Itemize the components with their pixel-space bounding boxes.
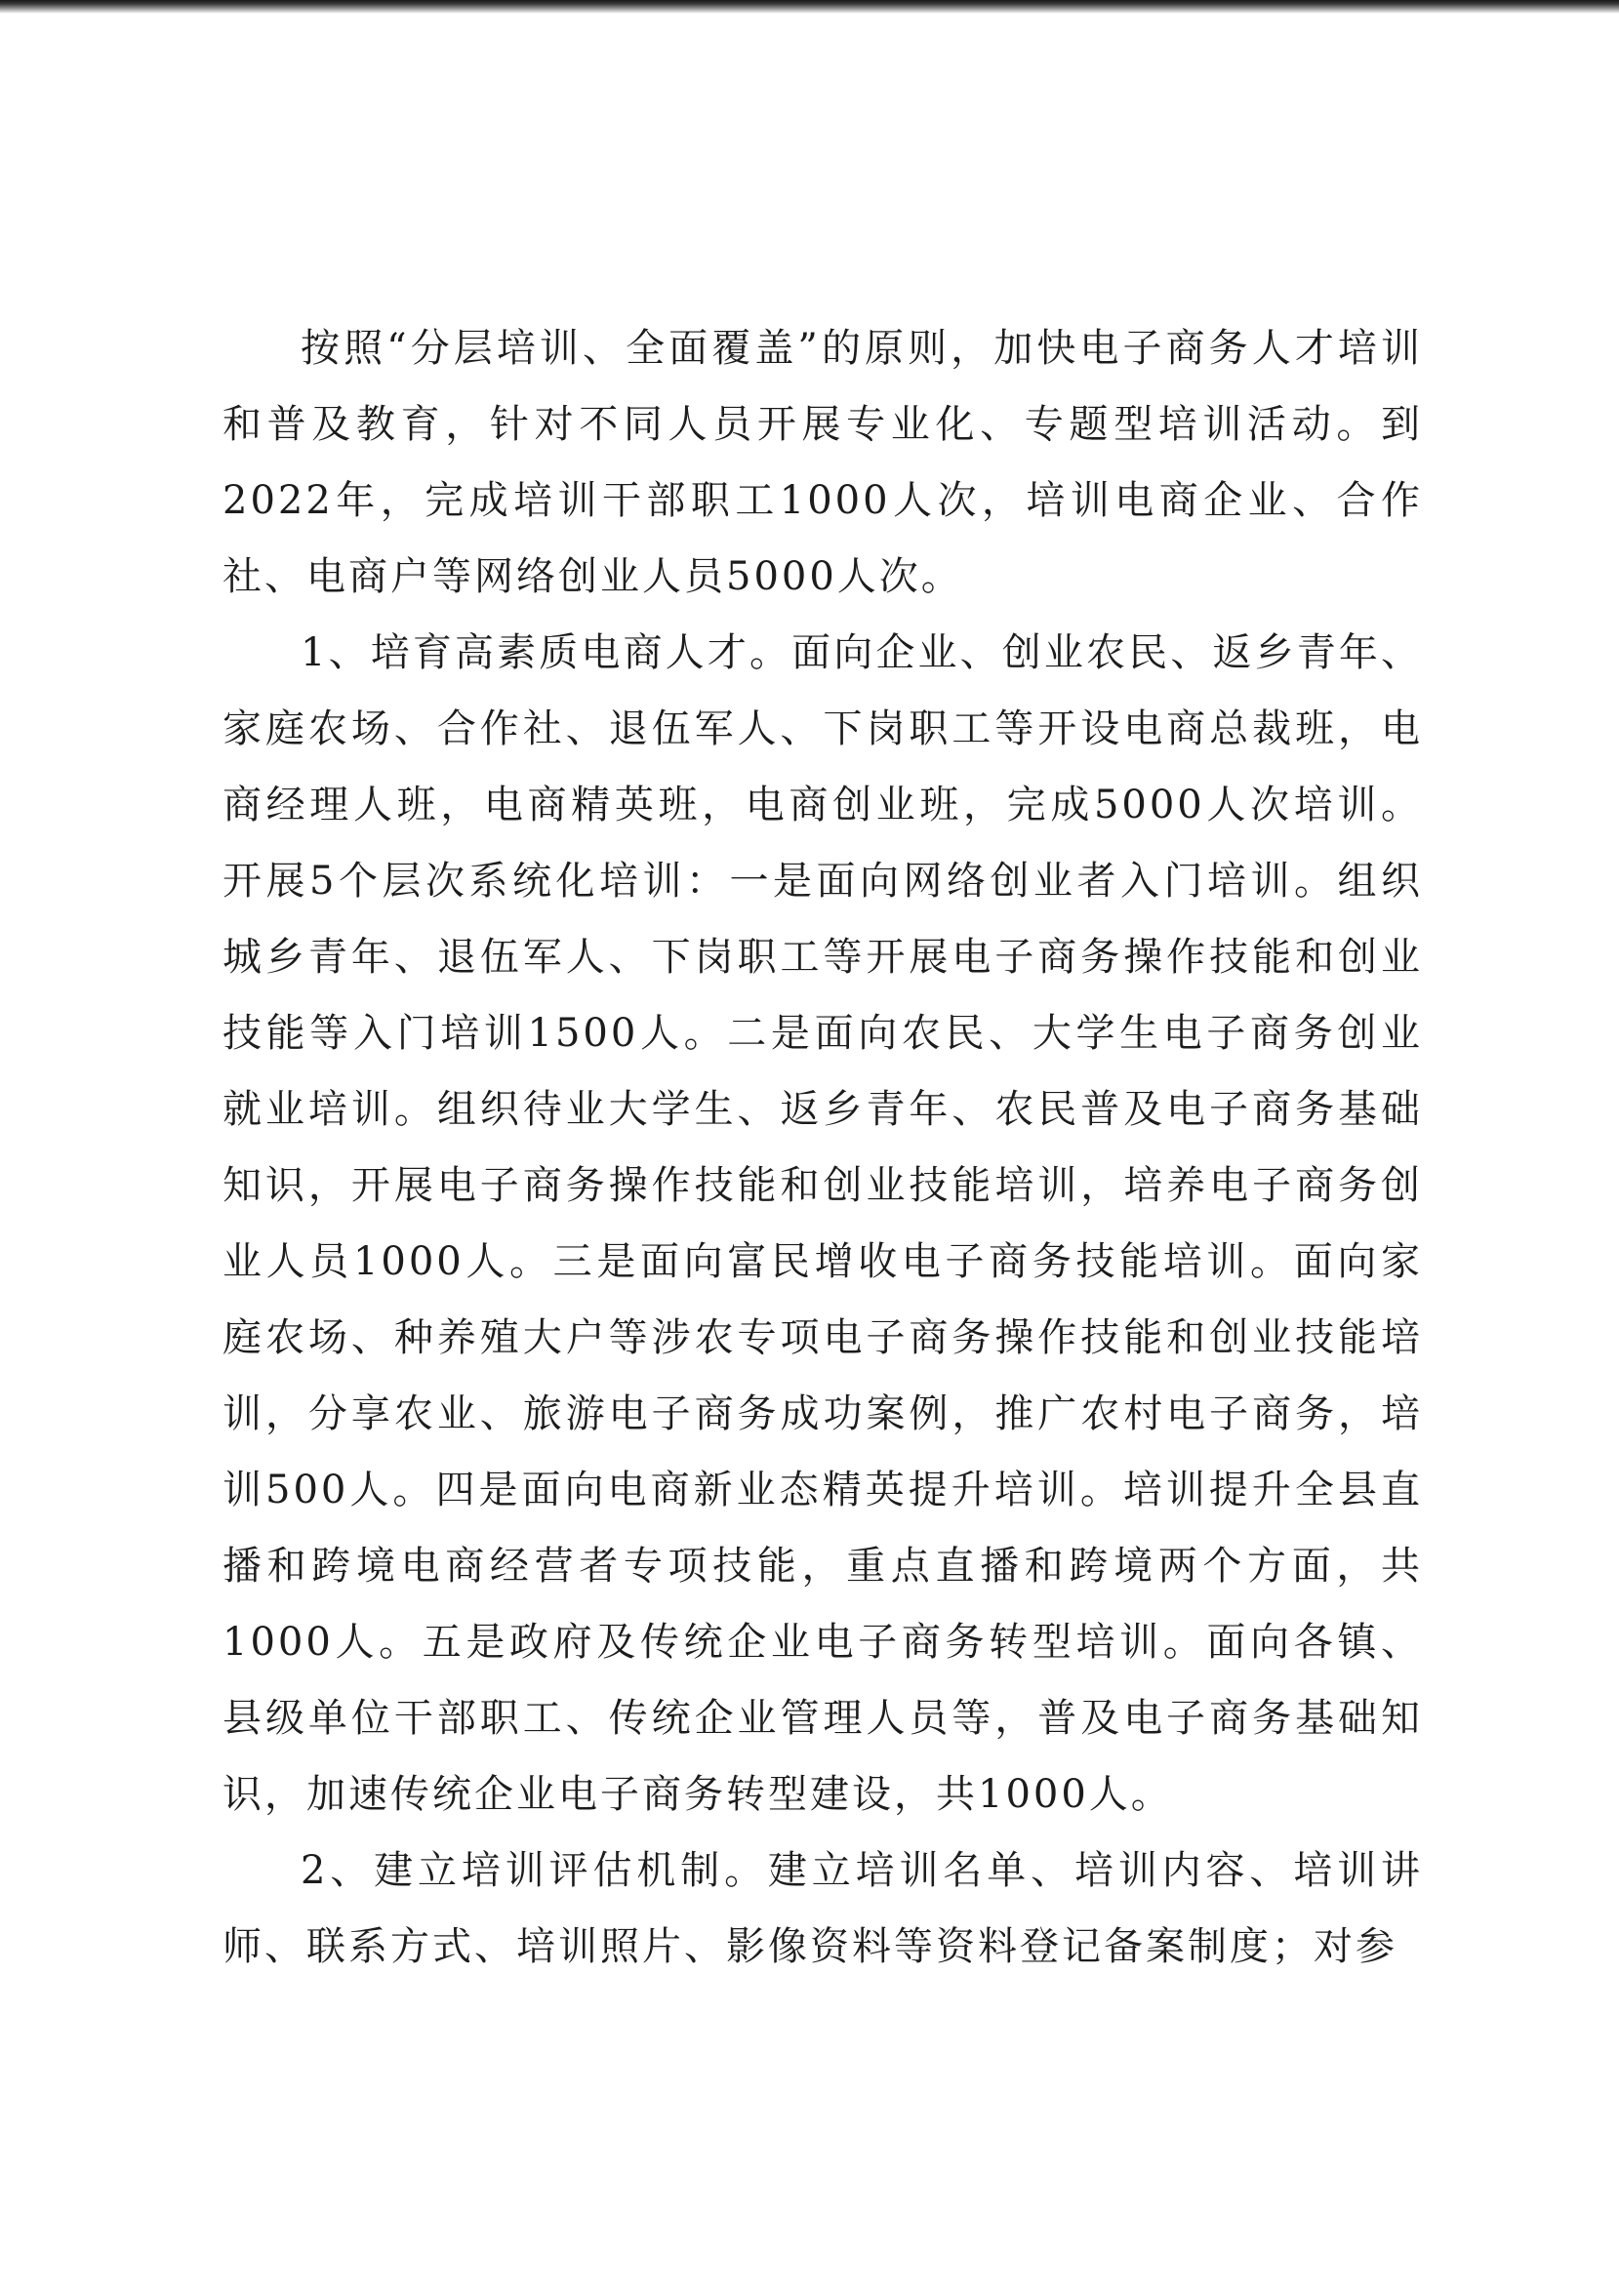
paragraph-evaluation-mechanism: 2、建立培训评估机制。建立培训名单、培训内容、培训讲师、联系方式、培训照片、影像资料等资料登记备案制度；对参 [223, 1848, 1423, 1969]
paragraph-talent-training: 1、培育高素质电商人才。面向企业、创业农民、返乡青年、家庭农场、合作社、退伍军人、下岗职工等开设电商总裁班，电商经理人班，电商精英班，电商创业班，完成5000人次培训。开展5个层次系统化培训：一是面向网络创业者入门培训。组织城乡青年、退伍军人、下岗职工等开展电子商务操作技能和创业技能等入门培训1500人。二是面向农民、大学生电子商务创业就业培训。组织待业大学生、返乡青年、农民普及电子商务基础知识，开展电子商务操作技能和创业技能培训，培养电子商务创业人员1000人。三是面向富民增收电子商务技能培训。面向家庭农场、种养殖大户等涉农专项电子商务操作技能和创业技能培训，分享农业、旅游电子商务成功案例，推广农村电子商务，培训500人。四是面向电商新业态精英提升培训。培训提升全县直播和跨境电商经营者专项技能，重点直播和跨境两个方面，共1000人。五是政府及传统企业电子商务转型培训。面向各镇、县级单位干部职工、传统企业管理人员等，普及电子商务基础知识，加速传统企业电子商务转型建设，共1000人。 [223, 630, 1423, 1817]
document-body [223, 310, 1423, 1985]
scan-top-edge [0, 0, 1619, 14]
paragraph-intro: 按照“分层培训、全面覆盖”的原则，加快电子商务人才培训和普及教育，针对不同人员开展专业化、专题型培训活动。到2022年，完成培训干部职工1000人次，培训电商企业、合作社、电商户等网络创业人员5000人次。 [223, 326, 1423, 599]
